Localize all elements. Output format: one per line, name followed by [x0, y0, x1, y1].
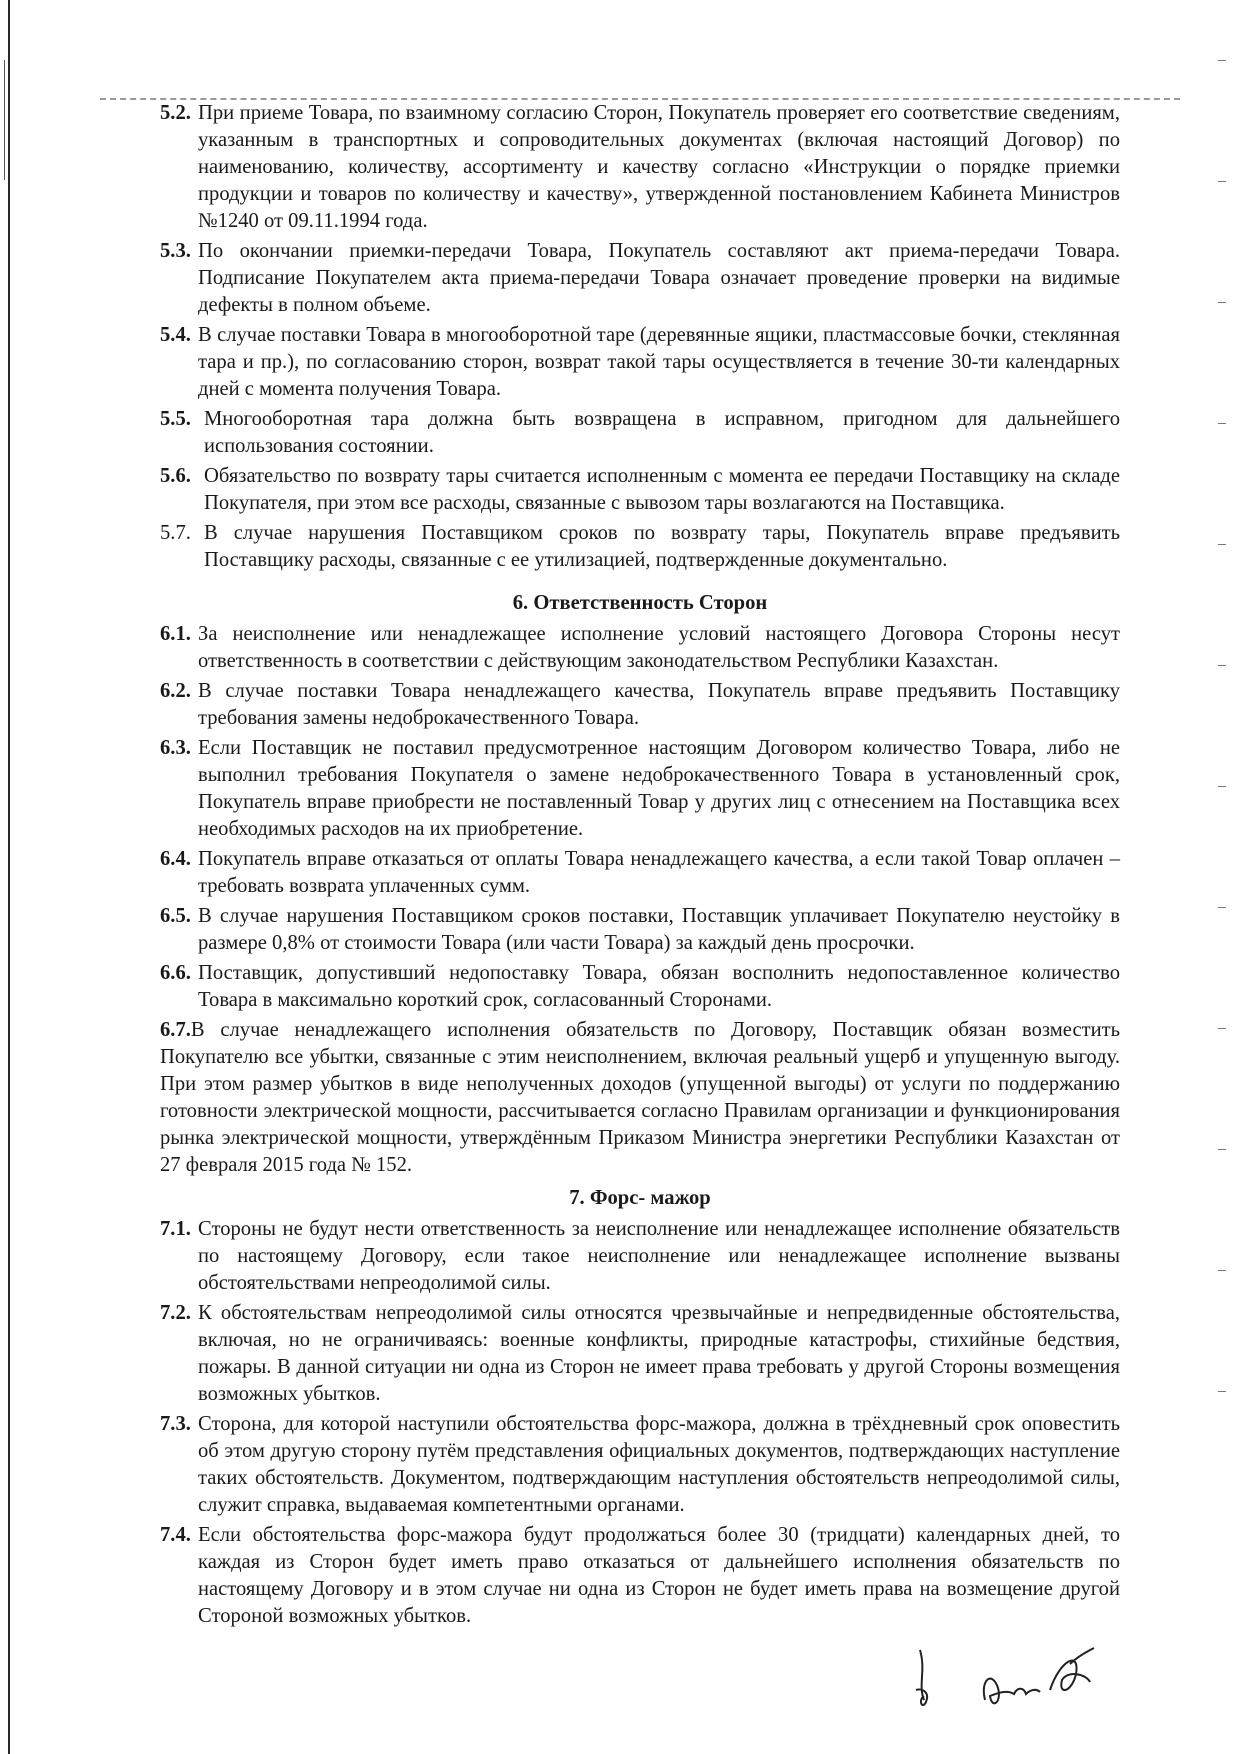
clause-text: При приеме Товара, по взаимному согласию Сторон, Покупатель проверяет его соответствие сведениям, указанным в транспортных и сопроводительных документах (включая настоящий Договор) по наименованию, количеству, ассортименту и качеству согласно «Инструкции о порядке приемки продукции и товаров по количеству и качеству», утвержденной постановлением Кабинета Министров №1240 от 09.11.1994 года. [198, 102, 1120, 232]
clause-6-1 [160, 621, 1120, 675]
clause-text: Многооборотная тара должна быть возвращена в исправном, пригодном для дальнейшего использования состоянии. [204, 408, 1120, 457]
clause-number: 5.7. [160, 522, 191, 544]
clause-text: Если обстоятельства форс-мажора будут продолжаться более 30 (тридцати) календарных дней, то каждая из Сторон будет иметь право отказаться от дальнейшего исполнения обязательств по настоящему Договору и в этом случае ни одна из Сторон не будет иметь права на возмещение другой Стороной возможных убытков. [198, 1524, 1120, 1627]
section-heading-7: 7. Форс- мажор [569, 1187, 711, 1209]
clause-number: 6.3. [160, 737, 191, 759]
clause-6-6 [160, 960, 1120, 1014]
scan-right-ticks [1218, 60, 1226, 1512]
clause-number: 5.2. [160, 102, 191, 124]
clause-text: За неисполнение или ненадлежащее исполнение условий настоящего Договора Стороны несут ответственность в соответствии с действующим законодательством Республики Казахстан. [198, 623, 1120, 672]
clause-number: 6.7. [160, 1019, 191, 1041]
clause-number: 5.4. [160, 324, 191, 346]
clause-5-2 [160, 100, 1120, 235]
clause-text: Обязательство по возврату тары считается исполненным с момента ее передачи Поставщику на складе Покупателя, при этом все расходы, связанные с вывозом тары возлагаются на Поставщика. [204, 465, 1120, 514]
clause-6-2 [160, 678, 1120, 732]
clause-text: В случае поставки Товара ненадлежащего качества, Покупатель вправе предъявить Поставщику требования замены недоброкачественного Товара. [198, 680, 1120, 729]
clause-5-5 [160, 406, 1120, 460]
clause-6-7 [160, 1017, 1120, 1179]
handwritten-signatures [900, 1630, 1160, 1730]
clause-text: Покупатель вправе отказаться от оплаты Товара ненадлежащего качества, а если такой Товар оплачен – требовать возврата уплаченных сумм. [198, 848, 1120, 897]
clause-text: По окончании приемки-передачи Товара, Покупатель составляют акт приема-передачи Товара. Подписание Покупателем акта приема-передачи Товара означает проведение проверки на видимые дефекты в полном объеме. [198, 240, 1120, 316]
clause-5-6 [160, 463, 1120, 517]
clause-number: 6.6. [160, 962, 191, 984]
clause-number: 6.4. [160, 848, 191, 870]
clause-number: 7.4. [160, 1524, 191, 1546]
scan-edge [8, 0, 10, 1754]
clause-7-3 [160, 1411, 1120, 1519]
clause-text: Поставщик, допустивший недопоставку Товара, обязан восполнить недопоставленное количество Товара в максимально короткий срок, согласованный Сторонами. [198, 962, 1120, 1011]
clause-6-3 [160, 735, 1120, 843]
clause-5-7 [160, 520, 1120, 574]
clause-7-1 [160, 1216, 1120, 1297]
clause-number: 6.2. [160, 680, 191, 702]
clause-text: В случае нарушения Поставщиком сроков по возврату тары, Покупатель вправе предъявить Поставщику расходы, связанные с ее утилизацией, подтвержденные документально. [204, 522, 1120, 571]
clause-6-4 [160, 846, 1120, 900]
clause-text: К обстоятельствам непреодолимой силы относятся чрезвычайные и непредвиденные обстоятельства, включая, но не ограничиваясь: военные конфликты, природные катастрофы, стихийные бедствия, пожары. В данной ситуации ни одна из Сторон не имеет права требовать у другой Стороны возмещения возможных убытков. [198, 1302, 1120, 1405]
clause-number: 7.3. [160, 1413, 191, 1435]
clause-text: В случае поставки Товара в многооборотной таре (деревянные ящики, пластмассовые бочки, стеклянная тара и пр.), по согласованию сторон, возврат такой тары осуществляется в течение 30-ти календарных дней с момента получения Товара. [198, 324, 1120, 400]
clause-text: Стороны не будут нести ответственность за неисполнение или ненадлежащее исполнение обязательств по настоящему Договору, если такое неисполнение или ненадлежащее исполнение вызваны обстоятельствами непреодолимой силы. [198, 1218, 1120, 1294]
document-page [160, 100, 1120, 1633]
clause-number: 6.5. [160, 905, 191, 927]
clause-5-4 [160, 322, 1120, 403]
scan-edge-mark [4, 60, 5, 180]
clause-number: 7.1. [160, 1218, 191, 1240]
clause-number: 6.1. [160, 623, 191, 645]
section-heading-6: 6. Ответственность Сторон [512, 592, 768, 614]
clause-text: В случае нарушения Поставщиком сроков поставки, Поставщик уплачивает Покупателю неустойку в размере 0,8% от стоимости Товара (или части Товара) за каждый день просрочки. [198, 905, 1120, 954]
clause-number: 7.2. [160, 1302, 191, 1324]
clause-5-3 [160, 238, 1120, 319]
clause-7-4 [160, 1522, 1120, 1630]
clause-number: 5.6. [160, 465, 191, 487]
clause-text: Если Поставщик не поставил предусмотренное настоящим Договором количество Товара, либо не выполнил требования Покупателя о замене недоброкачественного Товара в установленный срок, Покупатель вправе приобрести не поставленный Товар у других лиц с отнесением на Поставщика всех необходимых расходов на их приобретение. [198, 737, 1120, 840]
clause-number: 5.3. [160, 240, 191, 262]
signature-graphic [900, 1630, 1160, 1730]
clause-7-2 [160, 1300, 1120, 1408]
clause-number: 5.5. [160, 408, 191, 430]
clause-6-5 [160, 903, 1120, 957]
clause-text: Сторона, для которой наступили обстоятельства форс-мажора, должна в трёхдневный срок оповестить об этом другую сторону путём представления официальных документов, подтверждающих наступление таких обстоятельств. Документом, подтверждающим наступления обстоятельств непреодолимой силы, служит справка, выдаваемая компетентными органами. [198, 1413, 1120, 1516]
clause-text: В случае ненадлежащего исполнения обязательств по Договору, Поставщик обязан возместить Покупателю все убытки, связанные с этим неисполнением, включая реальный ущерб и упущенную выгоду. При этом размер убытков в виде неполученных доходов (упущенной выгоды) от услуги по поддержанию готовности электрической мощности, рассчитывается согласно Правилам организации и функционирования рынка электрической мощности, утверждённым Приказом Министра энергетики Республики Казахстан от 27 февраля 2015 года № 152. [160, 1019, 1120, 1176]
